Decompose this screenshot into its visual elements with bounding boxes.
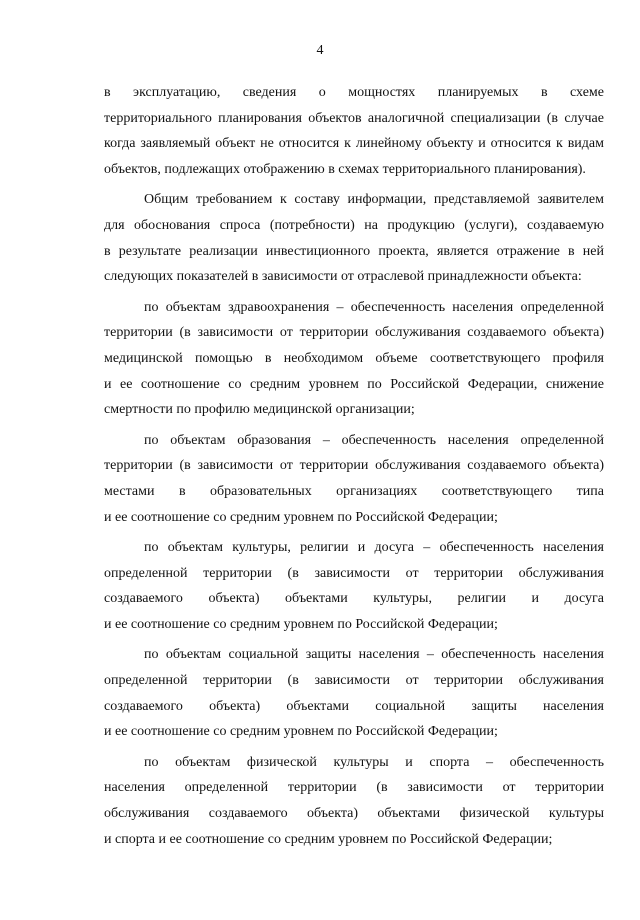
text-line: территории (в зависимости от территории обслуживания создаваемого объекта) — [104, 458, 604, 474]
text-line: в результате реализации инвестиционного проекта, является отражение в ней — [104, 243, 604, 259]
text-line: медицинской помощью в необходимом объеме соответствующего профиля — [104, 350, 604, 366]
paragraph-sport — [104, 750, 604, 852]
text-line: и ее соотношение со средним уровнем по Российской Федерации; — [104, 616, 498, 632]
text-line: создаваемого объекта) объектами культуры, религии и досуга — [104, 591, 604, 607]
text-line: территории (в зависимости от территории обслуживания создаваемого объекта) — [104, 325, 604, 341]
text-line: Общим требованием к составу информации, представляемой заявителем — [144, 192, 604, 208]
paragraph-general-requirement — [104, 187, 604, 289]
document-body — [104, 80, 604, 857]
text-line: и ее соотношение со средним уровнем по Российской Федерации; — [104, 724, 498, 740]
text-line: когда заявляемый объект не относится к линейному объекту и относится к видам — [104, 136, 604, 152]
text-line: и ее соотношение со средним уровнем по Российской Федерации, снижение — [104, 376, 604, 392]
text-line: определенной территории (в зависимости от территории обслуживания — [104, 673, 604, 689]
text-line: смертности по профилю медицинской организации; — [104, 402, 415, 418]
paragraph-social-protection — [104, 642, 604, 744]
text-line: по объектам здравоохранения – обеспеченность населения определенной — [144, 299, 604, 315]
text-line: по объектам культуры, религии и досуга – обеспеченность населения — [144, 540, 604, 556]
text-line: создаваемого объекта) объектами социальной защиты населения — [104, 698, 604, 714]
text-line: определенной территории (в зависимости от территории обслуживания — [104, 565, 604, 581]
text-line: по объектам физической культуры и спорта – обеспеченность — [144, 754, 604, 770]
text-line: объектов, подлежащих отображению в схемах территориального планирования). — [104, 161, 586, 177]
text-line: территориального планирования объектов аналогичной специализации (в случае — [104, 110, 604, 126]
text-line: и спорта и ее соотношение со средним уровнем по Российской Федерации; — [104, 831, 553, 847]
page-number: 4 — [316, 43, 324, 58]
text-line: и ее соотношение со средним уровнем по Российской Федерации; — [104, 509, 498, 525]
text-line: по объектам образования – обеспеченность населения определенной — [144, 432, 604, 448]
paragraph-education — [104, 428, 604, 530]
paragraph-continuation — [104, 80, 604, 182]
text-line: населения определенной территории (в зависимости от территории — [104, 780, 604, 796]
text-line: по объектам социальной защиты населения – обеспеченность населения — [144, 647, 604, 663]
text-line: местами в образовательных организациях соответствующего типа — [104, 483, 604, 499]
paragraph-culture — [104, 535, 604, 637]
text-line: обслуживания создаваемого объекта) объектами физической культуры — [104, 806, 604, 822]
text-line: в эксплуатацию, сведения о мощностях планируемых в схеме — [104, 85, 604, 100]
text-line: для обоснования спроса (потребности) на продукцию (услуги), создаваемую — [104, 217, 604, 233]
text-line: следующих показателей в зависимости от отраслевой принадлежности объекта: — [104, 269, 582, 285]
paragraph-healthcare — [104, 295, 604, 423]
